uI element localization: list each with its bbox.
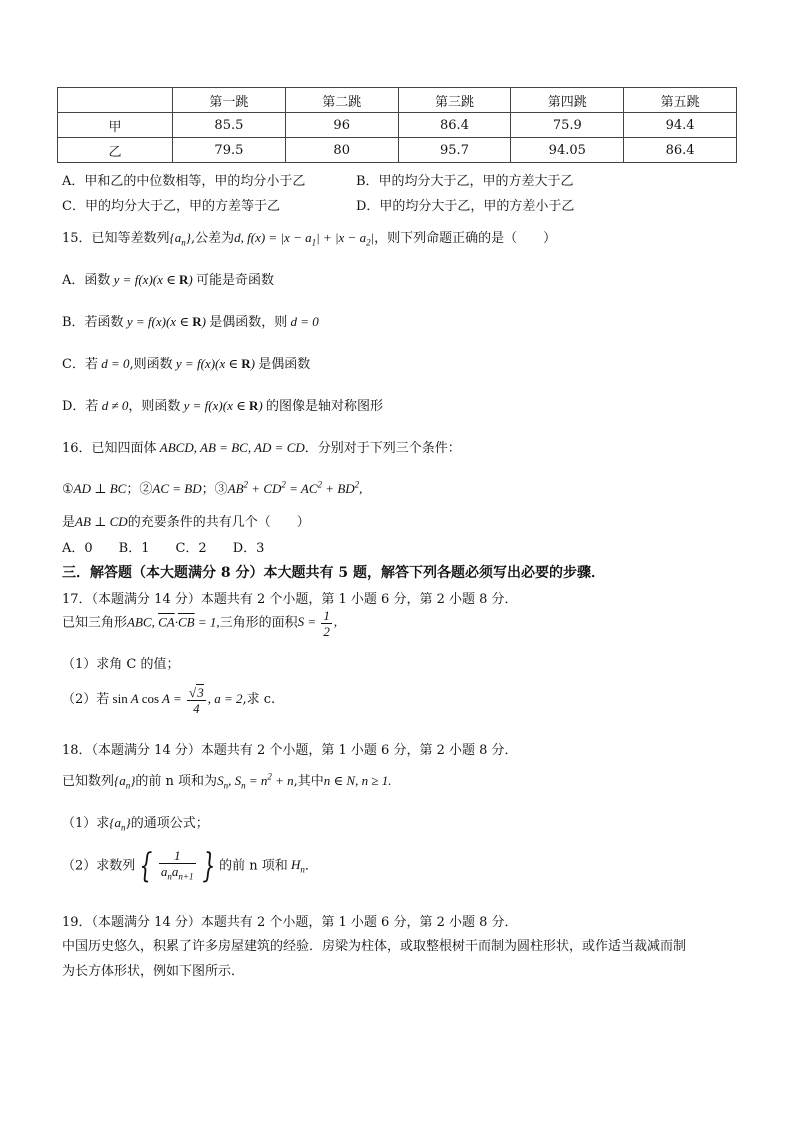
table-cell: 94.05 <box>511 138 624 163</box>
q19-header: 19．（本题满分 14 分）本题共有 2 个小题，第 1 小题 6 分，第 2 小题 8 分． <box>62 915 518 930</box>
table-cell: 79.5 <box>173 138 286 163</box>
q18-part-2-mid: 的前 n 项和 <box>219 858 288 874</box>
q15-option-d-mid: ，则函数 <box>128 399 181 414</box>
table-header-cell: 第二跳 <box>285 88 398 113</box>
fraction: $\frac{1}{2}$ <box>323 608 330 639</box>
table-row <box>58 138 737 163</box>
q18-part-2-prefix: （2）求数列 <box>62 858 136 874</box>
q15-option-c <box>62 353 310 372</box>
math-expression: AC = BD <box>152 481 202 496</box>
math-expression: y = f(x)(x ∈ R) <box>113 272 197 287</box>
q17-given-prefix: 已知三角形 <box>62 615 128 631</box>
math-expression: AD ⊥ BC <box>73 481 127 496</box>
math-expression: $\{a_n\}$ <box>114 773 136 791</box>
scores-table <box>57 87 737 163</box>
fraction: $\frac{1}{a_na_{n+1}}$ <box>160 848 194 882</box>
q14-option-b: B．甲的均分大于乙，甲的方差大于乙 <box>356 174 574 189</box>
q19-body-line-2: 为长方体形状，例如下图所示． <box>62 964 245 979</box>
q15-option-b-prefix: B．若函数 <box>62 315 124 330</box>
q15-stem <box>62 227 556 248</box>
q16-ask-suffix: 的充要条件的共有几个（ ） <box>127 515 310 530</box>
math-expression: $\{a_n\}$ <box>109 815 131 833</box>
section-heading: 三．解答题（本大题满分 8 分）本大题共有 5 题，解答下列各题必须写出必要的步骤． <box>62 565 605 581</box>
q15-stem-suffix: ，则下列命题正确的是（ ） <box>374 231 557 246</box>
q18-part-1-prefix: （1）求 <box>62 816 110 831</box>
q15-option-d-suffix: 的图像是轴对称图形 <box>265 399 383 414</box>
q17-header: 17．（本题满分 14 分）本题共有 2 个小题，第 1 小题 6 分，第 2 小题 8 分． <box>62 592 518 607</box>
q14-option-a: A．甲和乙的中位数相等，甲的均分小于乙 <box>62 174 306 189</box>
q19-body-line-1: 中国历史悠久，积累了许多房屋建筑的经验．房梁为柱体，或取整根树干而制为圆柱形状，或作适当裁减而制 <box>62 939 687 954</box>
q18-given-mid: 的前 n 项和为 <box>135 774 218 789</box>
math-expression: n ∈ N, n ≥ 1. <box>323 773 392 788</box>
table-cell: 甲 <box>58 113 173 138</box>
table-cell: 94.4 <box>624 113 737 138</box>
q16-options: A．0 B．1 C．2 D．3 <box>62 541 265 556</box>
table-cell <box>58 88 173 113</box>
table-cell: 86.4 <box>624 138 737 163</box>
table-header-cell: 第一跳 <box>173 88 286 113</box>
table-header-cell: 第五跳 <box>624 88 737 113</box>
math-expression: y = f(x)(x ∈ R) <box>183 398 266 413</box>
q18-part-1 <box>62 812 209 833</box>
q15-option-d <box>62 395 383 414</box>
table-cell: 85.5 <box>173 113 286 138</box>
q15-option-c-mid: ,则函数 <box>129 357 173 372</box>
math-expression: { $\frac{1}{a_na_{n+1}}$ } <box>139 846 215 887</box>
q16-cond-2-marker: ；② <box>126 482 153 497</box>
math-expression: y = f(x)(x ∈ R) <box>175 356 259 371</box>
q17-given <box>62 608 337 639</box>
q15-option-b-mid: 是偶函数，则 <box>209 315 288 330</box>
fraction: $\frac{√3}{4}$ <box>189 685 204 716</box>
q15-option-c-prefix: C．若 <box>62 357 98 372</box>
q16-conditions <box>62 478 362 497</box>
q15-option-a <box>62 269 274 288</box>
q16-stem-prefix: 16．已知四面体 <box>62 441 157 456</box>
q14-option-d: D．甲的均分大于乙，甲的方差小于乙 <box>356 199 575 214</box>
math-expression: y = f(x)(x ∈ R) <box>126 314 210 329</box>
q17-part-2-suffix: ,求 c. <box>242 691 276 707</box>
q17-part-2-prefix: （2）若 <box>62 691 110 707</box>
q18-given-prefix: 已知数列 <box>62 774 115 789</box>
math-expression: $\{a_n\}$ <box>169 230 191 248</box>
math-expression: ABC, $\overline{CA}\cdot\overline{CB} = 1$, <box>127 614 220 630</box>
q16-ask <box>62 511 310 530</box>
table-header-cell: 第三跳 <box>398 88 511 113</box>
q18-given-mid2: ,其中 <box>293 774 324 789</box>
table-cell: 75.9 <box>511 113 624 138</box>
q15-option-a-prefix: A．函数 <box>62 273 111 288</box>
q17-given-mid: 三角形的面积 <box>219 615 298 631</box>
table-cell: 96 <box>285 113 398 138</box>
math-expression: AB ⊥ CD <box>75 514 128 529</box>
q16-stem-suffix: ．分别对于下列三个条件： <box>304 441 461 456</box>
q16-stem <box>62 437 461 456</box>
math-expression: d, $f(x) = |x - a_1| + |x - a_2|$ <box>234 230 375 248</box>
table-cell: 80 <box>285 138 398 163</box>
table-cell: 86.4 <box>398 113 511 138</box>
table-row <box>58 113 737 138</box>
q18-part-1-suffix: 的通项公式； <box>130 816 209 831</box>
q15-option-c-suffix: 是偶函数 <box>258 357 311 372</box>
table-cell: 乙 <box>58 138 173 163</box>
table-header-row <box>58 88 737 113</box>
math-expression: $H_n$ <box>291 857 305 875</box>
table-header-cell: 第四跳 <box>511 88 624 113</box>
q15-stem-prefix: 15．已知等差数列 <box>62 231 170 246</box>
q16-cond-3-marker: ；③ <box>201 482 228 497</box>
math-expression: S = $\frac{1}{2}$ , <box>297 608 338 639</box>
q17-part-2 <box>62 684 275 716</box>
math-expression: ABCD, AB = BC, AD = CD <box>159 440 305 455</box>
math-expression: sin A cos A = $\frac{√3}{4}$ , a = 2 <box>112 685 243 716</box>
math-expression: d ≠ 0 <box>101 398 129 413</box>
q15-stem-mid: ,公差为 <box>190 231 235 246</box>
math-expression: $S_n$, $S_n = n^2 + n$ <box>217 771 294 791</box>
q16-ask-prefix: 是 <box>62 515 76 530</box>
q15-option-b <box>62 311 319 330</box>
q18-header: 18．（本题满分 14 分）本题共有 2 个小题，第 1 小题 6 分，第 2 小题 8 分． <box>62 743 518 758</box>
math-expression: d = 0 <box>290 314 319 329</box>
math-expression: d = 0 <box>101 356 130 371</box>
q15-option-a-suffix: 可能是奇函数 <box>196 273 275 288</box>
table-cell: 95.7 <box>398 138 511 163</box>
math-expression: $AB^2 + CD^2 = AC^2 + BD^2$, <box>227 479 363 496</box>
q18-part-2-suffix: ． <box>304 858 318 874</box>
q17-part-1: （1）求角 C 的值； <box>62 657 180 672</box>
q18-given <box>62 770 391 791</box>
q14-option-c: C．甲的均分大于乙，甲的方差等于乙 <box>62 199 280 214</box>
q18-part-2 <box>62 848 318 885</box>
q15-option-d-prefix: D．若 <box>62 399 99 414</box>
q16-cond-1-marker: ① <box>62 482 74 497</box>
